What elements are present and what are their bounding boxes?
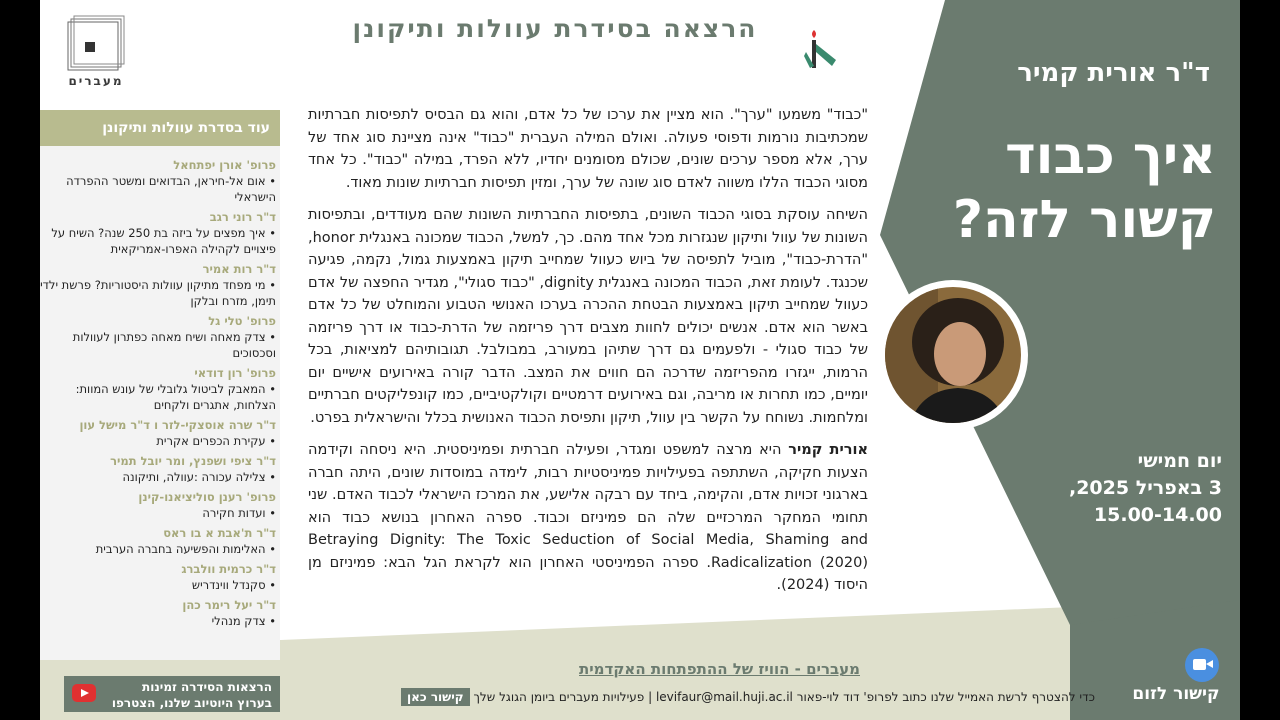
emblem <box>800 30 840 70</box>
lecture-item[interactable] <box>40 313 276 361</box>
lecture-title: • צדק מאחה ושיח מאחה כפתרון לעוולות וסכסוכים <box>72 330 276 360</box>
paragraph-intro: "כבוד" משמעו "ערך". הוא מציין את ערכו של כל אדם, והוא גם הבסיס לתפיסות חברתיות שמכתיבות נורמות ודפוסי פעולה. ואולם המילה העברית "כבוד" אינה מציינת סוג אחד של ערך, אלא מספר ערכים שונים, שכולם מסומנים יחדיו, ללא הפרד, במילה "כבוד". כל אחד מסוגי הכבוד הללו משווה לאדם סוג שונה של ערך, ומזין תפיסות חברתיות שונות מאוד. <box>308 107 868 191</box>
event-date-text: 3 באפריל 2025, <box>1068 477 1222 499</box>
lecture-item[interactable] <box>40 365 276 413</box>
lecture-lecturer: ד"ר ציפי ושפנץ, ומר יובל תמיר <box>110 454 276 468</box>
lecture-item[interactable] <box>40 209 276 257</box>
lecture-lecturer: פרופ' טלי גל <box>208 314 276 328</box>
lecture-title: • איך מפצים על ביזה בת 250 שנה? השיח על פיצויים לקהילה האפרו-אמריקאית <box>51 226 276 256</box>
maavarim-logo <box>64 14 124 88</box>
lecture-list <box>40 154 276 633</box>
bio-text: היא מרצה למשפט ומגדר, ופעילה חברתית ופמיניסטית. היא ניסחה וקידמה הצעות חקיקה, השתתפה בפעילויות פמיניסטיות רבות, לימדה במוסדות שונים, היתה חברה בארגוני זכויות אדם, והקימה, ביחד עם רבקה אלישע, את המרכז הישראלי לכבוד האדם. שני תחומי המחקר המרכזיים שלה הם פמיניזם וכבוד. ספרה האחרון בנושא כבוד הוא Betraying Dignity: The Toxic Seduction of Social Media, Shaming and Radicalization (2020). ספרה הפמיניסטי האחרון הוא לקראת הגל הבא: פמיניזם מן היסוד (2024). <box>308 442 868 593</box>
lecture-title: • סקנדל ווינדריש <box>191 578 276 592</box>
lecture-lecturer: ד"ר ת'אבת א בו ראס <box>163 526 276 540</box>
lecture-title: • צדק מנהלי <box>211 614 276 628</box>
lecture-item[interactable] <box>40 561 276 593</box>
paragraph-bio <box>308 439 868 597</box>
squares-logo-icon <box>64 14 128 72</box>
lecture-lecturer: ד"ר רוני רגב <box>209 210 276 224</box>
lecture-title: • עקירת הכפרים אקרית <box>156 434 276 448</box>
zoom-camera-icon[interactable] <box>1185 648 1219 682</box>
zoom-link[interactable]: קישור לזום <box>1132 684 1220 704</box>
flame-emblem-icon <box>800 30 840 70</box>
footer-info-row <box>295 688 1095 706</box>
paragraph-discussion: השיחה עוסקת בסוגי הכבוד השונים, בתפיסות החברתיות השונות שהם מעודדים, ובתפיסות השונות של עוול ותיקון שנגזרות מכל אחד מהם. כך, למשל, הכבוד שמכונה באנגלית honor, "הדרת-כבוד", מוביל לתפיסה של ביוש כעוול שמחייב תיקון באמצעות גמול, נקמה, פגיעה שכנגד. לעומת זאת, הכבוד המכונה באנגלית dignity, "כבוד סגולי", מגדיר החפצה של אדם כעוול שמחייב תיקון באמצעות הבטחת ההכרה בערכו האנושי הטבוע והמוחלט של כל אדם באשר הוא אדם. אנשים יכולים לחוות מצבים דרך פריזמה של הדרת-כבוד או דרך פריזמה של כבוד סגולי - ולפעמים גם דרך שתיהן במעורב, במבולבל. תגובותיהם למציאות, בכל הרמות, ייגזרו מהפריזמה שדרכה הם חווים את המצב. הדבר קורה באירועים אישיים יום יומיים, כמו תחרות או מריבה, וגם באירועים דרמטיים וקולקטיביים, כמו קונפליקטים חברתיים ומלחמות. נשוחח על הקשר בין עוול, תיקון ותפיסת הכבוד האנושית בכלל והישראלית בפרט. <box>308 207 868 426</box>
youtube-icon[interactable] <box>72 684 96 702</box>
lecture-title: • צלילה עכורה :עוולה, ותיקונה <box>122 470 276 484</box>
join-here-button[interactable]: קישור כאן <box>401 688 470 706</box>
lecture-title: • ועדות חקירה <box>202 506 276 520</box>
lecture-lecturer: פרופ' אורן יפתחאל <box>173 158 276 172</box>
lecture-item[interactable] <box>40 597 276 629</box>
lecture-lecturer: ד"ר כרמית וולברג <box>181 562 276 576</box>
lecture-lecturer: ד"ר רות אמיר <box>202 262 276 276</box>
main-text <box>308 104 868 607</box>
youtube-box[interactable] <box>64 676 280 712</box>
talk-title-line2: קשור לזה? <box>952 190 1216 250</box>
speaker-photo <box>878 280 1028 430</box>
event-day: יום חמישי <box>1137 450 1222 472</box>
lecture-title: • אום אל-חיראן, הבדואים ומשטר ההפרדה הישראלי <box>66 174 276 204</box>
talk-title-line1: איך כבוד <box>1005 126 1216 186</box>
logo-label: מעברים <box>68 74 124 88</box>
youtube-line2: בערוץ היוטיוב שלנו, הצטרפו <box>111 696 272 710</box>
lecture-item[interactable] <box>40 525 276 557</box>
lecture-lecturer: פרופ' רון דודאי <box>194 366 276 380</box>
lecture-lecturer: ד"ר יעל רימר כהן <box>182 598 276 612</box>
maavarim-link[interactable]: מעברים - הוויז של ההתפתחות האקדמית <box>579 660 860 678</box>
lecture-item[interactable] <box>40 417 276 449</box>
lecture-item[interactable] <box>40 261 276 309</box>
lecture-title: • המאבק לביטול גלובלי של עונש המוות: הצלחות, אתגרים ולקחים <box>75 382 276 412</box>
event-date <box>1069 448 1222 529</box>
lecture-item[interactable] <box>40 453 276 485</box>
event-time: 15.00-14.00 <box>1093 504 1222 526</box>
youtube-line1: הרצאות הסידרה זמינות <box>142 680 272 694</box>
speaker-portrait <box>878 280 1028 430</box>
lecture-item[interactable] <box>40 157 276 205</box>
lecture-lecturer: ד"ר שרה אוסצקי-לזר ו ד"ר מישל עון <box>79 418 276 432</box>
footer-link-row <box>280 660 1080 678</box>
speaker-name: ד"ר אורית קמיר <box>1017 58 1210 88</box>
lecture-item[interactable] <box>40 489 276 521</box>
slide <box>40 0 1240 720</box>
talk-title <box>926 124 1216 252</box>
sidebar-header: עוד בסדרת עוולות ותיקונן <box>40 110 280 146</box>
lecture-title: • מי מפחד מתיקון עוולות היסטוריות? פרשת ילדי תימן, מזרח ובלקן <box>40 278 276 308</box>
lecture-lecturer: פרופ' רענן סוליציאנו-קינן <box>138 490 276 504</box>
series-title: הרצאה בסידרת עוולות ותיקונן <box>352 14 758 43</box>
sidebar <box>40 110 280 660</box>
bio-name: אורית קמיר <box>788 442 868 458</box>
footer-info-text: כדי להצטרף לרשת האמייל שלנו כתוב לפרופ' דוד לוי-פאור levifaur@mail.huji.ac.il | פעילויות מעברים ביומן הגוגל שלך <box>473 690 1095 704</box>
lecture-title: • האלימות והפשיעה בחברה הערבית <box>95 542 276 556</box>
